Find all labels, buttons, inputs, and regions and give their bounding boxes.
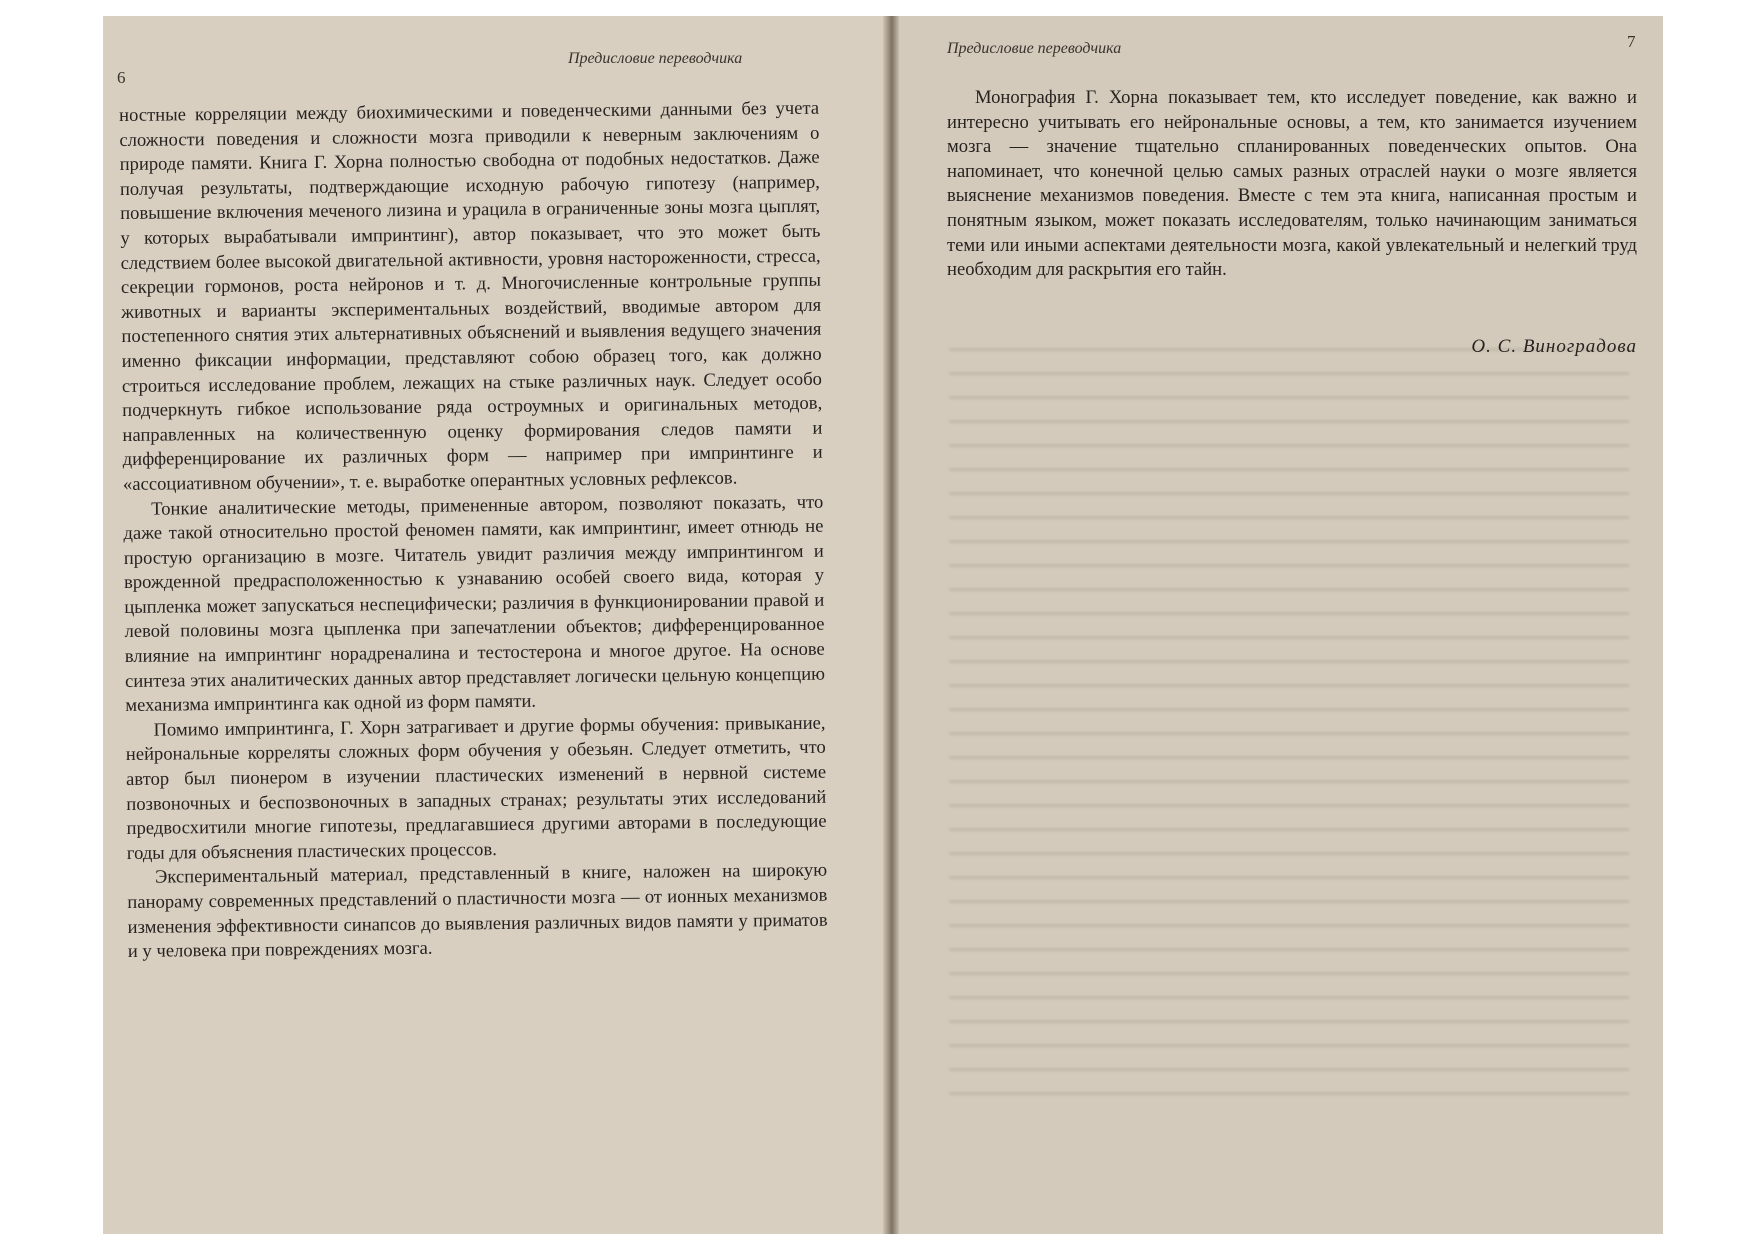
author-signature: О. С. Виноградова — [1471, 336, 1637, 357]
left-page — [103, 16, 883, 1234]
right-paragraph-1: Монография Г. Хорна показывает тем, кто исследует поведение, как важно и интересно учитывать его нейрональные основы, а тем, кто занимается изучением мозга — значение тщательно спланированных поведенческих опытов. Она напоминает, что конечной целью самых разных отраслей науки о мозге является выяснение механизмов поведения. Вместе с тем эта книга, написанная простым и понятным языком, может показать исследователям, только начинающим заниматься теми или иными аспектами деятельности мозга, какой увлекательный и нелегкий труд необходим для раскрытия его тайн. — [947, 87, 1637, 281]
right-page-body — [947, 86, 1637, 283]
left-paragraph-2: Тонкие аналитические методы, примененные автором, позволяют показать, что даже такой относительно простой феномен памяти, как импринтинг, имеет отнюдь не простую организацию в мозге. Читатель увидит различия между импринтингом и врожденной предрасположенностью к узнаванию особей своего вида, которая у цыпленка может запускаться неспецифически; различия в функционировании правой и левой половины мозга цыпленка при запечатлении объектов; дифференцированное влияние на импринтинг норадреналина и тестостерона и многое другое. На основе синтеза этих аналитических данных автор представляет логически цельную концепцию механизма импринтинга как одной из форм памяти. — [123, 491, 826, 717]
right-page — [899, 16, 1663, 1234]
left-paragraph-4: Экспериментальный материал, представленный в книге, наложен на широкую панораму современных представлений о пластичности мозга — от ионных механизмов изменения эффективности синапсов до выявления различных видов памяти у приматов и у человека при повреждениях мозга. — [127, 860, 828, 963]
book-spread — [103, 16, 1663, 1234]
left-running-head: Предисловие переводчика — [568, 50, 743, 67]
right-running-head: Предисловие переводчика — [947, 40, 1122, 57]
left-page-body — [119, 97, 828, 965]
left-paragraph-3: Помимо импринтинга, Г. Хорн затрагивает и другие формы обучения: привыкание, нейрональные корреляты сложных форм обучения у обезьян. Следует отметить, что автор был пионером в изучении пластических изменений в нервной системе позвоночных и беспозвоночных в западных странах; результаты этих исследований предвосхитили многие гипотезы, предлагавшиеся другими авторами в последующие годы для объяснения пластических процессов. — [125, 712, 827, 864]
book-gutter — [883, 16, 899, 1234]
left-page-number: 6 — [117, 68, 126, 87]
left-paragraph-1: ностные корреляции между биохимическими и поведенческими данными без учета сложности поведения и сложности мозга приводили к неверным заключениям о природе памяти. Книга Г. Хорна полностью свободна от подобных недостатков. Даже получая результаты, подтверждающие исходную рабочую гипотезу (например, повышение включения меченого лизина и урацила в ограниченные зоны мозга цыплят, у которых вырабатывали импринтинг), автор показывает, что это может быть следствием более высокой двигательной активности, уровня настороженности, стресса, секреции гормонов, роста нейронов и т. д. Многочисленные контрольные группы животных и варианты экспериментальных воздействий, вводимые автором для постепенного снятия этих альтернативных объяснений и выявления ведущего значения именно фиксации информации, представляют собою образец того, как должно строиться исследование проблем, лежащих на стыке различных наук. Следует особо подчеркнуть гибкое использование ряда остроумных и оригинальных методов, направленных на количественную оценку формирования следов памяти и дифференцирование их различных форм — например при импринтинге и «ассоциативном обучении», т. е. выработке оперантных условных рефлексов. — [119, 97, 823, 495]
bleed-through-texture — [949, 336, 1629, 1096]
right-page-number: 7 — [1627, 32, 1636, 51]
